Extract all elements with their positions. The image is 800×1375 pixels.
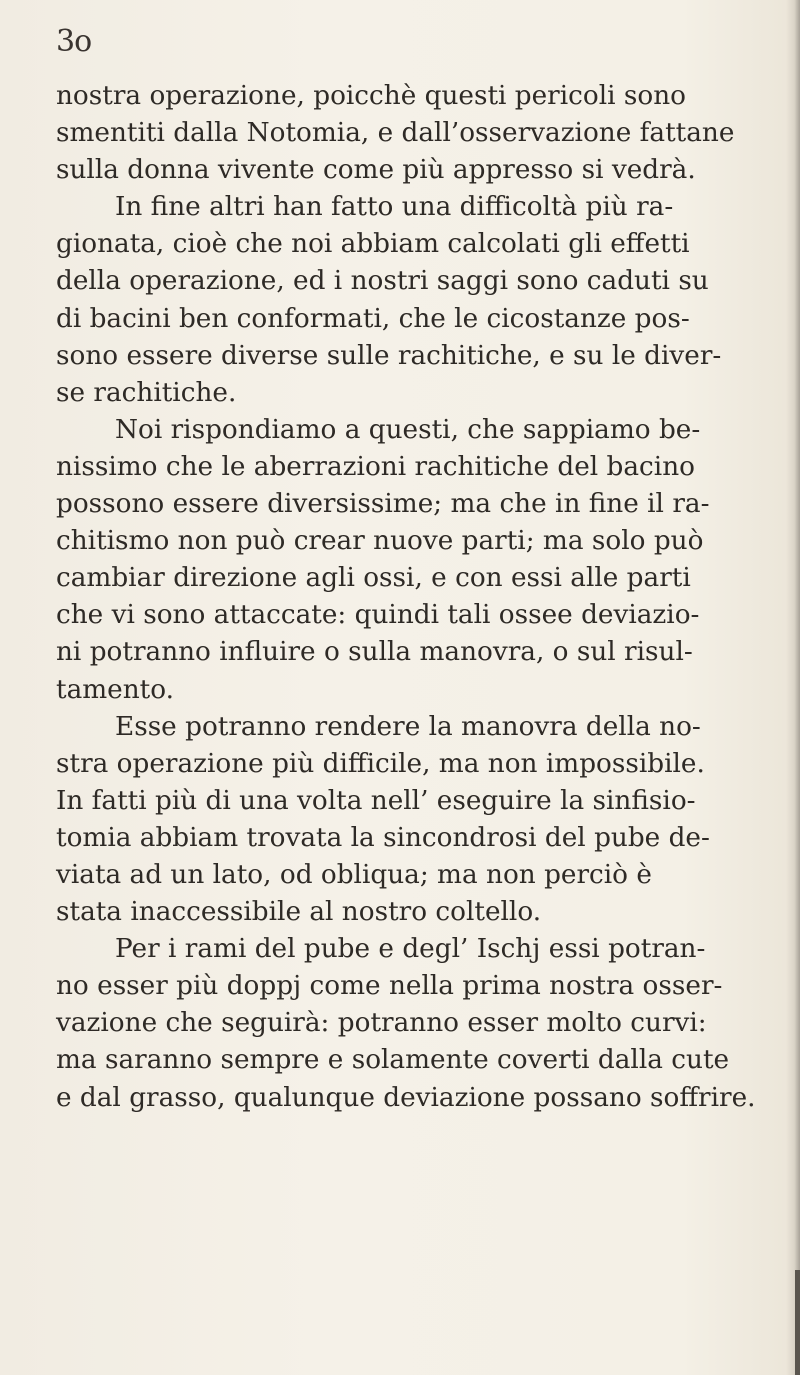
text-line: che vi sono attaccate: quindi tali ossee deviazio- [56,600,700,631]
text-line: nissimo che le aberrazioni rachitiche del bacino [56,451,695,482]
text-line: ma saranno sempre e solamente coverti dalla cute [56,1045,730,1076]
page-edge-shadow [786,0,800,1375]
text-line: Per i rami del pube e degl’ Ischj essi potran- [115,934,706,965]
text-line: stata inaccessibile al nostro coltello. [56,897,542,928]
text-line: cambiar direzione agli ossi, e con essi alle parti [56,563,691,594]
text-line: e dal grasso, qualunque deviazione possano soffrire. [56,1082,756,1113]
text-line: nostra operazione, poicchè questi pericoli sono [56,81,686,111]
text-line: viata ad un lato, od obliqua; ma non perciò è [56,859,652,890]
text-line: ni potranno influire o sulla manovra, o sul risul- [56,637,693,668]
text-line: se rachitiche. [56,377,237,408]
body-text [56,78,772,1117]
text-line: gionata, cioè che noi abbiam calcolati gli effetti [56,229,690,260]
text-line: sulla donna vivente come più appresso si vedrà. [56,155,696,186]
text-line: chitismo non può crear nuove parti; ma solo può [56,526,704,557]
text-line: no esser più doppj come nella prima nostra osser- [56,971,723,1002]
text-line: possono essere diversissime; ma che in fine il ra- [56,489,710,520]
text-line: In fine altri han fatto una difficoltà più ra- [115,192,674,223]
text-line: vazione che seguirà: potranno esser molto curvi: [56,1008,707,1039]
text-line: di bacini ben conformati, che le cicostanze pos- [56,303,690,334]
text-line: stra operazione più difficile, ma non impossibile. [56,748,705,779]
text-line: Noi rispondiamo a questi, che sappiamo be- [115,414,701,445]
text-line: sono essere diverse sulle rachitiche, e su le diver- [56,340,722,371]
page-number: 3o [56,24,92,59]
text-line: tamento. [56,674,174,705]
text-line: smentiti dalla Notomia, e dall’osservazione fattane [56,118,735,149]
text-line: tomia abbiam trovata la sincondrosi del pube de- [56,822,710,853]
text-line: In fatti più di una volta nell’ eseguire la sinfisio- [56,785,696,816]
text-line: della operazione, ed i nostri saggi sono caduti su [56,266,709,297]
text-line: Esse potranno rendere la manovra della no- [115,711,701,742]
page-edge-dark [795,1270,800,1375]
